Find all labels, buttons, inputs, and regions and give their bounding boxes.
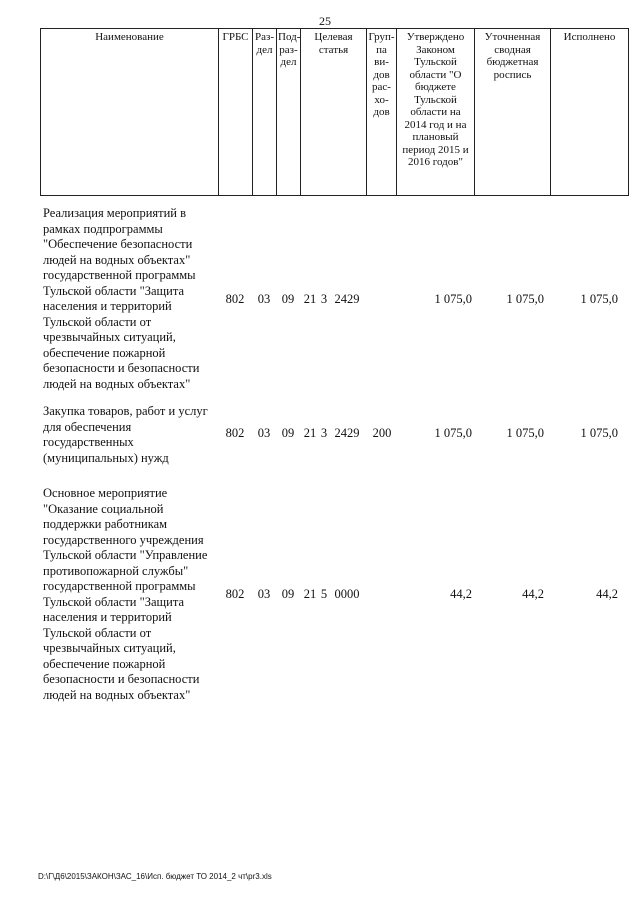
- row-grbs: 802: [225, 587, 245, 601]
- row-utochnennaya: 1 075,0: [506, 292, 544, 306]
- row-podrazdel: 09: [281, 587, 295, 601]
- header-grbs: ГРБС: [219, 29, 253, 196]
- row-razdel: 03: [257, 426, 271, 440]
- row-cs-subprogram: 5: [320, 587, 328, 601]
- page-number: 25: [319, 14, 331, 28]
- row-podrazdel: 09: [281, 426, 295, 440]
- row-cs-subprogram: 3: [320, 426, 328, 440]
- row-podrazdel: 09: [281, 292, 295, 306]
- row-utverzhdeno: 44,2: [450, 587, 472, 601]
- row-gruppa: 200: [372, 426, 392, 440]
- row-name: Основное мероприятие "Оказание социальной поддержки работникам государственного учреждения Тульской области "Управление противопожарной службы" государственной программы Тульской области "Защита населения и территорий Тульской области от чрезвычайных ситуаций, обеспечение пожарной безопасности и безопасности людей на водных объектах": [43, 486, 208, 702]
- row-razdel: 03: [257, 292, 271, 306]
- row-razdel: 03: [257, 587, 271, 601]
- row-ispolneno: 1 075,0: [580, 426, 618, 440]
- header-podrazdel: Под- раз- дел: [277, 29, 301, 196]
- row-utverzhdeno: 1 075,0: [434, 292, 472, 306]
- row-ispolneno: 44,2: [596, 587, 618, 601]
- row-utochnennaya: 44,2: [522, 587, 544, 601]
- row-utverzhdeno: 1 075,0: [434, 426, 472, 440]
- row-ispolneno: 1 075,0: [580, 292, 618, 306]
- row-grbs: 802: [225, 292, 245, 306]
- row-name: Реализация мероприятий в рамках подпрограммы "Обеспечение безопасности людей на водных объектах" государственной программы Тульской области "Защита населения и территорий Тульской области от чрезвычайных ситуаций, обеспечение пожарной безопасности и безопасности людей на водных объектах": [43, 206, 200, 391]
- row-cs-program: 21: [303, 587, 317, 601]
- row-name: Закупка товаров, работ и услуг для обеспечения государственных (муниципальных) нужд: [43, 404, 208, 465]
- row-cs-program: 21: [303, 292, 317, 306]
- header-utochnennaya: Уточненная сводная бюджетная роспись: [475, 29, 551, 196]
- row-cs-code: 2429: [334, 426, 360, 440]
- header-ispolneno: Исполнено: [551, 29, 629, 196]
- header-utverzhdeno: Утверждено Законом Тульской области "О бюджете Тульской области на 2014 год и на плановый период 2015 и 2016 годов": [397, 29, 475, 196]
- header-name: Наименование: [41, 29, 219, 196]
- header-celevaya-statya: Целевая статья: [301, 29, 367, 196]
- row-cs-code: 0000: [334, 587, 360, 601]
- row-cs-code: 2429: [334, 292, 360, 306]
- row-cs-subprogram: 3: [320, 292, 328, 306]
- table-header: [40, 28, 629, 196]
- row-cs-program: 21: [303, 426, 317, 440]
- footer-file-path: D:\Г\Д6\2015\ЗАКОН\ЗАС_16\Исп. бюджет ТО 2014_2 чт\pr3.xls: [38, 872, 272, 881]
- header-razdel: Раз- дел: [253, 29, 277, 196]
- row-grbs: 802: [225, 426, 245, 440]
- row-utochnennaya: 1 075,0: [506, 426, 544, 440]
- header-gruppa-vidov-rashodov: Груп- па ви- дов рас- хо- дов: [367, 29, 397, 196]
